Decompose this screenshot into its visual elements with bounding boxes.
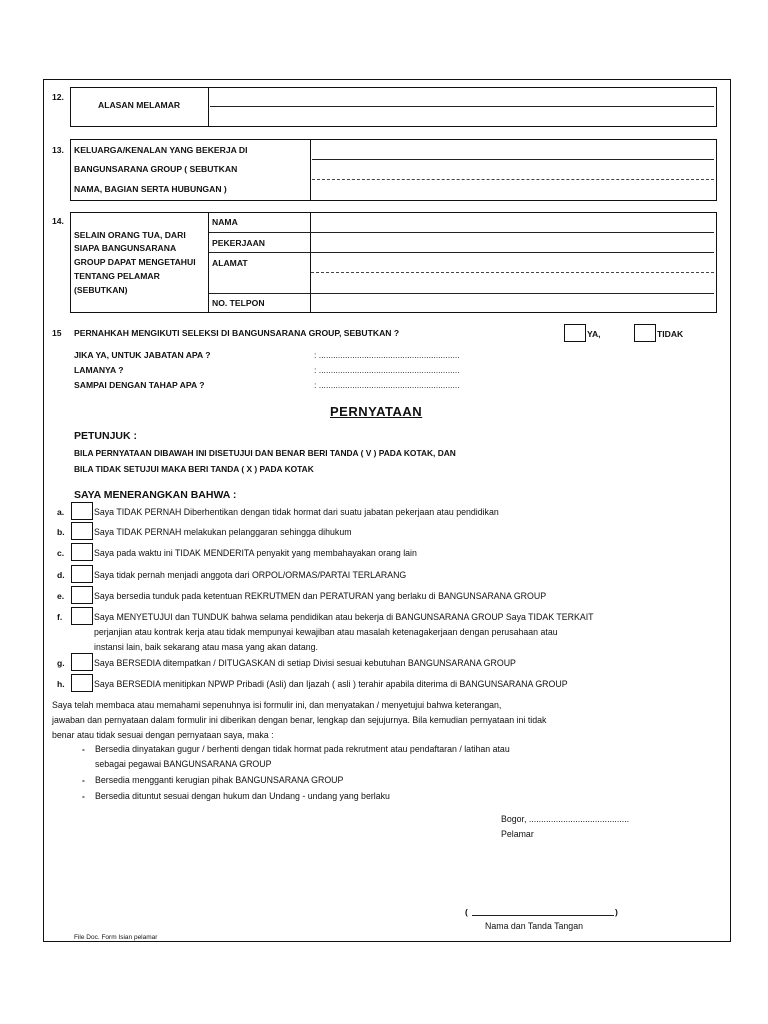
signature-place-date[interactable]: Bogor, ......................................... xyxy=(501,814,630,824)
q15-tidak-checkbox[interactable] xyxy=(634,324,656,342)
q14-label-2: SIAPA BANGUNSARANA xyxy=(74,243,177,253)
q15-sub-jabatan: JIKA YA, UNTUK JABATAN APA ? xyxy=(74,350,211,360)
bullet-3-line-1: Bersedia dituntut sesuai dengan hukum dan Undang - undang yang berlaku xyxy=(95,791,390,801)
bullet-1-dash: - xyxy=(82,744,85,754)
closing-line-1: Saya telah membaca atau memahami sepenuhnya isi formulir ini, dan menyatakan / menyetujui bahwa keterangan, xyxy=(52,700,502,710)
item-e-checkbox[interactable] xyxy=(71,586,93,604)
q12-divider xyxy=(208,88,209,126)
petunjuk-line-2: BILA TIDAK SETUJUI MAKA BERI TANDA ( X ) PADA KOTAK xyxy=(74,464,314,474)
item-h-text: Saya BERSEDIA menitipkan NPWP Pribadi (Asli) dan Ijazah ( asli ) terahir apabila diterima di BANGUNSARANA GROUP xyxy=(94,679,568,689)
q15-sub-lamanya-value[interactable]: : ........................................................... xyxy=(314,365,460,375)
item-f-text-1: Saya MENYETUJUI dan TUNDUK bahwa selama pendidikan atau bekerja di BANGUNSARANA GROUP Saya TIDAK TERKAIT xyxy=(94,612,594,622)
q14-field-pekerjaan: PEKERJAAN xyxy=(212,238,266,248)
item-f-letter: f. xyxy=(57,612,63,622)
signature-close-paren: ) xyxy=(615,907,618,917)
q15-tidak-label: TIDAK xyxy=(657,329,684,339)
q13-answer-line-2[interactable] xyxy=(312,179,714,180)
item-g-checkbox[interactable] xyxy=(71,653,93,671)
item-d-checkbox[interactable] xyxy=(71,565,93,583)
q15-ya-checkbox[interactable] xyxy=(564,324,586,342)
q15-sub-jabatan-value[interactable]: : ........................................................... xyxy=(314,350,460,360)
item-a-checkbox[interactable] xyxy=(71,502,93,520)
q14-divider-2 xyxy=(310,213,311,312)
q13-label-2: BANGUNSARANA GROUP ( SEBUTKAN xyxy=(74,164,238,174)
q14-label-4: TENTANG PELAMAR xyxy=(74,271,160,281)
bullet-3-dash: - xyxy=(82,791,85,801)
item-g-letter: g. xyxy=(57,658,65,668)
q13-label-1: KELUARGA/KENALAN YANG BEKERJA DI xyxy=(74,145,248,155)
q13-divider xyxy=(310,140,311,200)
item-c-checkbox[interactable] xyxy=(71,543,93,561)
item-d-text: Saya tidak pernah menjadi anggota dari ORPOL/ORMAS/PARTAI TERLARANG xyxy=(94,570,407,580)
pernyataan-title: PERNYATAAN xyxy=(330,404,423,419)
item-h-checkbox[interactable] xyxy=(71,674,93,692)
bullet-1-line-1: Bersedia dinyatakan gugur / berhenti dengan tidak hormat pada rekrutment atau pendaftaran / latihan atau xyxy=(95,744,510,754)
item-f-checkbox[interactable] xyxy=(71,607,93,625)
q15-sub-tahap-value[interactable]: : ........................................................... xyxy=(314,380,460,390)
q14-label-3: GROUP DAPAT MENGETAHUI xyxy=(74,257,196,267)
footer-doc-label: File Doc. Form Isian pelamar xyxy=(74,934,158,941)
q13-answer-line-1[interactable] xyxy=(312,159,714,160)
item-e-letter: e. xyxy=(57,591,65,601)
q14-field-nama: NAMA xyxy=(212,217,238,227)
q14-alamat-line-1[interactable] xyxy=(311,272,714,273)
signature-open-paren: ( xyxy=(465,907,468,917)
q14-field-alamat: ALAMAT xyxy=(212,258,248,268)
closing-line-3: benar atau tidak sesuai dengan pernyataan saya, maka : xyxy=(52,730,274,740)
closing-line-2: jawaban dan pernyataan dalam formulir ini diberikan dengan benar, lengkap dan sejujurnya. Bila kemudian pernyataan ini tidak xyxy=(52,715,547,725)
q14-field-telpon: NO. TELPON xyxy=(212,298,265,308)
item-g-text: Saya BERSEDIA ditempatkan / DITUGASKAN di setiap Divisi sesuai kebutuhan BANGUNSARANA GROUP xyxy=(94,658,516,668)
q14-label-1: SELAIN ORANG TUA, DARI xyxy=(74,230,186,240)
q15-sub-lamanya: LAMANYA ? xyxy=(74,365,124,375)
item-f-text-3: instansi lain, baik sekarang atau masa yang akan datang. xyxy=(94,642,318,652)
q14-label-5: (SEBUTKAN) xyxy=(74,285,128,295)
signature-line[interactable] xyxy=(472,915,614,916)
signature-role: Pelamar xyxy=(501,829,534,839)
petunjuk-line-1: BILA PERNYATAAN DIBAWAH INI DISETUJUI DAN BENAR BERI TANDA ( V ) PADA KOTAK, DAN xyxy=(74,448,456,458)
q14-divider-1 xyxy=(208,213,209,312)
bullet-2-dash: - xyxy=(82,775,85,785)
q12-number: 12. xyxy=(52,92,64,102)
item-b-text: Saya TIDAK PERNAH melakukan pelanggaran sehingga dihukum xyxy=(94,527,352,537)
q15-sub-tahap: SAMPAI DENGAN TAHAP APA ? xyxy=(74,380,205,390)
item-b-letter: b. xyxy=(57,527,65,537)
item-c-text: Saya pada waktu ini TIDAK MENDERITA penyakit yang membahayakan orang lain xyxy=(94,548,417,558)
petunjuk-heading: PETUNJUK : xyxy=(74,430,138,442)
item-b-checkbox[interactable] xyxy=(71,522,93,540)
item-e-text: Saya bersedia tunduk pada ketentuan REKRUTMEN dan PERATURAN yang berlaku di BANGUNSARANA GROUP xyxy=(94,591,547,601)
q15-question: PERNAHKAH MENGIKUTI SELEKSI DI BANGUNSARANA GROUP, SEBUTKAN ? xyxy=(74,328,400,338)
item-d-letter: d. xyxy=(57,570,65,580)
item-f-text-2: perjanjian atau kontrak kerja atau tidak mempunyai kewajiban atau masalah ketenagakerjaan dengan perusahaan atau xyxy=(94,627,558,637)
item-a-text: Saya TIDAK PERNAH Diberhentikan dengan tidak hormat dari suatu jabatan pekerjaan atau pendidikan xyxy=(94,507,499,517)
item-a-letter: a. xyxy=(57,507,65,517)
q13-number: 13. xyxy=(52,145,64,155)
q12-answer-line[interactable] xyxy=(210,106,714,107)
bullet-2-line-1: Bersedia mengganti kerugian pihak BANGUNSARANA GROUP xyxy=(95,775,344,785)
q15-ya-label: YA, xyxy=(587,329,601,339)
q13-label-3: NAMA, BAGIAN SERTA HUBUNGAN ) xyxy=(74,184,227,194)
q14-number: 14. xyxy=(52,216,64,226)
q15-number: 15 xyxy=(52,328,62,338)
q12-label: ALASAN MELAMAR xyxy=(98,100,181,110)
q14-row-line-3 xyxy=(209,293,714,294)
q14-row-line-1 xyxy=(209,232,714,233)
saya-menerangkan-heading: SAYA MENERANGKAN BAHWA : xyxy=(74,489,237,501)
item-h-letter: h. xyxy=(57,679,65,689)
item-c-letter: c. xyxy=(57,548,65,558)
bullet-1-line-2: sebagai pegawai BANGUNSARANA GROUP xyxy=(95,759,272,769)
signature-caption: Nama dan Tanda Tangan xyxy=(485,921,583,931)
q14-row-line-2 xyxy=(209,252,714,253)
